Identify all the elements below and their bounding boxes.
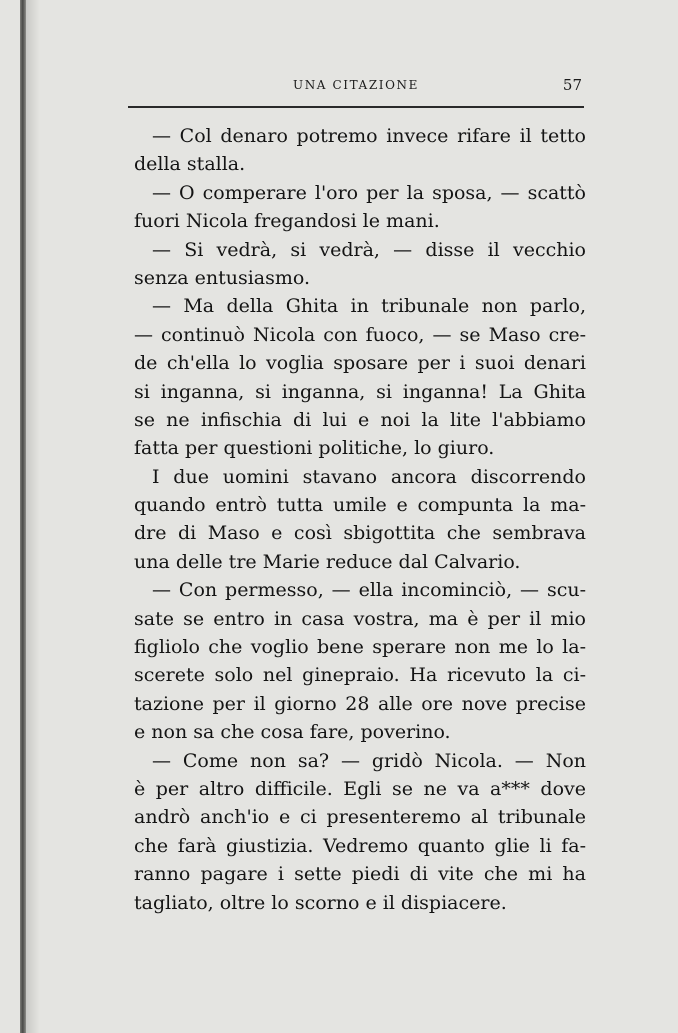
- text-line: senza entusiasmo.: [134, 266, 311, 289]
- text-line: che farà giustizia. Vedremo quanto glie li fa-: [134, 834, 586, 857]
- text-line: — Ma della Ghita in tribunale non parlo,: [152, 295, 586, 318]
- header-rule: [128, 106, 584, 108]
- text-line: della stalla.: [134, 153, 246, 176]
- text-line: quando entrò tutta umile e compunta la ma-: [134, 494, 586, 517]
- text-line: ranno pagare i sette piedi di vite che mi ha: [134, 863, 586, 886]
- running-head: [130, 74, 582, 100]
- text-line: tagliato, oltre lo scorno e il dispiacere.: [134, 891, 507, 914]
- body-text: [134, 122, 586, 917]
- text-line: figliolo che voglio bene sperare non me lo la-: [134, 636, 586, 659]
- text-line: — Come non sa? — gridò Nicola. — Non: [152, 749, 586, 772]
- text-line: se ne infischia di lui e noi la lite l'abbiamo: [134, 408, 586, 431]
- text-line: e non sa che cosa fare, poverino.: [134, 721, 451, 744]
- text-line: tazione per il giorno 28 alle ore nove precise: [134, 692, 586, 715]
- text-line: si inganna, si inganna, si inganna! La Ghita: [134, 380, 586, 403]
- text-line: — Col denaro potremo invece rifare il tetto: [152, 125, 586, 147]
- text-line: una delle tre Marie reduce dal Calvario.: [134, 550, 521, 573]
- text-line: sate se entro in casa vostra, ma è per il mio: [134, 607, 586, 630]
- text-line: — continuò Nicola con fuoco, — se Maso cre-: [134, 323, 586, 346]
- text-line: andrò anch'io e ci presenteremo al tribunale: [134, 806, 586, 829]
- spine-shadow: [26, 0, 40, 1033]
- page-number: 57: [562, 76, 582, 94]
- text-line: I due uomini stavano ancora discorrendo: [152, 465, 586, 488]
- text-line: — O comperare l'oro per la sposa, — scattò: [152, 181, 586, 204]
- text-line: dre di Maso e così sbigottita che sembrava: [134, 522, 586, 545]
- text-line: fuori Nicola fregandosi le mani.: [134, 210, 440, 233]
- text-line: fatta per questioni politiche, lo giuro.: [134, 437, 495, 460]
- text-line: de ch'ella lo voglia sposare per i suoi denari: [134, 352, 586, 375]
- text-line: scerete solo nel ginepraio. Ha ricevuto la ci-: [134, 664, 586, 687]
- text-line: — Si vedrà, si vedrà, — disse il vecchio: [152, 238, 586, 261]
- text-line: è per altro difficile. Egli se ne va a*** dove: [134, 777, 586, 800]
- text-line: — Con permesso, — ella incominciò, — scu-: [152, 579, 586, 602]
- running-title: UNA CITAZIONE: [292, 78, 419, 92]
